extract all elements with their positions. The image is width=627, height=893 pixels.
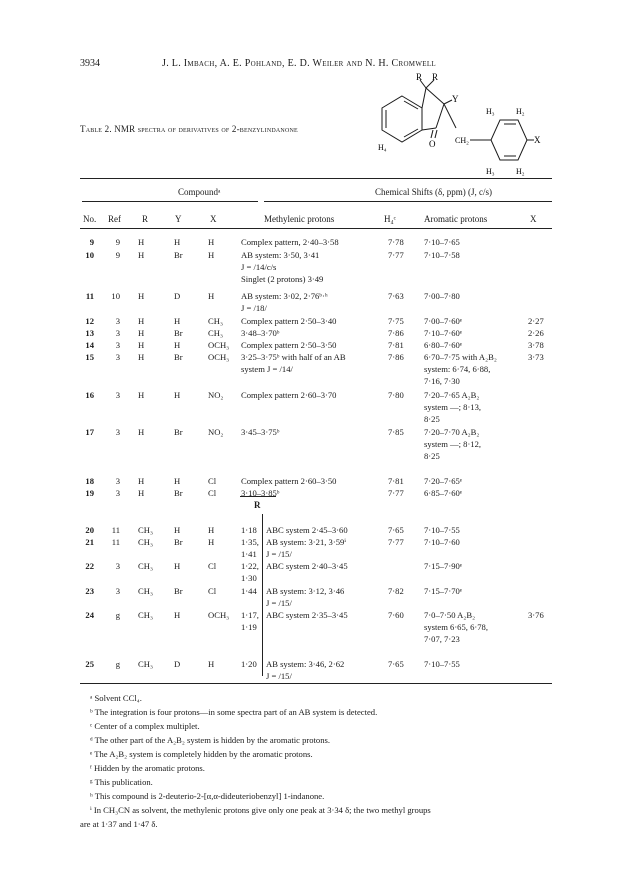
footnote: ʰ This compound is 2-deuterio-2-[α,α-dideuteriobenzyl] 1-indanone. xyxy=(90,791,325,801)
page-number: 3934 xyxy=(80,58,100,69)
cell-ref: 3 xyxy=(115,328,120,338)
cell-aromatic: 6·70–7·75 with A₂B₂ xyxy=(424,352,497,362)
structure-oxygen: O xyxy=(429,139,436,149)
cell-methylenic: 3·25–3·75ᵇ with half of an AB xyxy=(241,352,346,362)
cell-no: 16 xyxy=(85,390,94,400)
cell-aromatic: 8·25 xyxy=(424,451,440,461)
cell-aromatic: system —; 8·13, xyxy=(424,402,482,412)
cell-x: H xyxy=(208,291,215,301)
cell-ref: 11 xyxy=(111,537,120,547)
cell-h4: 7·78 xyxy=(388,237,404,247)
cell-methylenic: AB system: 3·21, 3·59ⁱ xyxy=(266,537,347,547)
cell-y: Br xyxy=(174,537,183,547)
cell-x-shift: 2·26 xyxy=(528,328,544,338)
cell-aromatic: 7·10–7·55 xyxy=(424,525,460,535)
col-header-x: X xyxy=(210,214,217,224)
footnote: ᵈ The other part of the A₂B₂ system is hidden by the aromatic protons. xyxy=(90,735,331,745)
cell-aromatic: 7·10–7·58 xyxy=(424,250,460,260)
cell-h4: 7·85 xyxy=(388,427,404,437)
cell-y: H xyxy=(174,237,181,247)
cell-x: H xyxy=(208,250,215,260)
cell-r: H xyxy=(138,390,145,400)
cell-x: Cl xyxy=(208,476,217,486)
cell-y: H xyxy=(174,316,181,326)
structure-h2-bottom: H₂ xyxy=(516,167,525,176)
cell-y: H xyxy=(174,610,181,620)
cell-methylenic: ABC system 2·40–3·45 xyxy=(266,561,348,571)
cell-x: CH₃ xyxy=(208,328,223,338)
cell-h4: 7·81 xyxy=(388,340,404,350)
cell-h4: 7·77 xyxy=(388,488,404,498)
cell-h4: 7·86 xyxy=(388,328,404,338)
cell-r-value: 1·22, xyxy=(241,561,259,571)
cell-y: D xyxy=(174,659,181,669)
cell-no: 13 xyxy=(85,328,94,338)
cell-r: CH₃ xyxy=(138,525,153,535)
cell-r: H xyxy=(138,250,145,260)
cell-r-value: 1·41 xyxy=(241,549,257,559)
compound-group-rule xyxy=(82,201,258,202)
cell-x: OCH₃ xyxy=(208,352,230,362)
cell-x: H xyxy=(208,237,215,247)
footnote: ⁱ In CH₃CN as solvent, the methylenic protons give only one peak at 3·34 δ; the two methyl groups xyxy=(90,805,431,815)
cell-aromatic: 7·10–7·60 xyxy=(424,537,460,547)
cell-h4: 7·81 xyxy=(388,476,404,486)
cell-no: 9 xyxy=(89,237,94,247)
cell-x: H xyxy=(208,659,215,669)
cell-x: NO₂ xyxy=(208,390,224,400)
cell-no: 11 xyxy=(85,291,94,301)
cell-aromatic: system —; 8·12, xyxy=(424,439,482,449)
cell-ref: 3 xyxy=(115,488,120,498)
footnote: ᵇ The integration is four protons—in some spectra part of an AB system is detected. xyxy=(90,707,378,717)
cell-ref: 3 xyxy=(115,561,120,571)
cell-x-shift: 2·27 xyxy=(528,316,544,326)
cell-no: 24 xyxy=(85,610,94,620)
table-bottom-rule xyxy=(80,683,552,684)
cell-no: 10 xyxy=(85,250,94,260)
cell-y: H xyxy=(174,476,181,486)
cell-r: H xyxy=(138,237,145,247)
cell-ref: 3 xyxy=(115,586,120,596)
structure-x: X xyxy=(534,135,541,145)
cell-methylenic: ABC system 2·35–3·45 xyxy=(266,610,348,620)
footnote: ᵉ The A₂B₂ system is completely hidden by the aromatic protons. xyxy=(90,749,313,759)
cell-methylenic: Complex pattern 2·50–3·50 xyxy=(241,340,337,350)
group-header-compound: Compoundᵃ xyxy=(178,187,221,197)
cell-no: 12 xyxy=(85,316,94,326)
cell-methylenic: J = /15/ xyxy=(266,598,292,608)
running-head-authors: J. L. Imbach, A. E. Pohland, E. D. Weiler and N. H. Cromwell xyxy=(162,58,436,69)
cell-r: H xyxy=(138,340,145,350)
structure-y: Y xyxy=(452,94,459,104)
cell-r: CH₃ xyxy=(138,537,153,547)
structure-h2-right: H₂ xyxy=(516,107,525,116)
r-column-divider xyxy=(262,514,263,676)
cell-y: D xyxy=(174,291,181,301)
cell-no: 18 xyxy=(85,476,94,486)
cell-r: H xyxy=(138,476,145,486)
cell-r-value: 1·44 xyxy=(241,586,257,596)
cell-methylenic: AB system: 3·50, 3·41 xyxy=(241,250,320,260)
cell-no: 22 xyxy=(85,561,94,571)
footnote: ᶜ Center of a complex multiplet. xyxy=(90,721,200,731)
cell-x: NO₂ xyxy=(208,427,224,437)
structure-h3-bottom: H₃ xyxy=(486,167,495,176)
cell-y: Br xyxy=(174,586,183,596)
group-header-chemical-shifts: Chemical Shifts (δ, ppm) (J, c/s) xyxy=(375,187,492,197)
cell-ref: 11 xyxy=(111,525,120,535)
cell-ref: 3 xyxy=(115,390,120,400)
cell-r-value: 1·18 xyxy=(241,525,257,535)
cell-aromatic: 7·07, 7·23 xyxy=(424,634,460,644)
cell-h4: 7·82 xyxy=(388,586,404,596)
structure-r1: R xyxy=(416,72,423,82)
cell-h4: 7·60 xyxy=(388,610,404,620)
cell-x: OCH₃ xyxy=(208,610,230,620)
cell-ref: g xyxy=(115,610,120,620)
cell-aromatic: 7·10–7·55 xyxy=(424,659,460,669)
cell-y: Br xyxy=(174,427,183,437)
cell-x: CH₃ xyxy=(208,316,223,326)
cell-aromatic: system: 6·74, 6·88, xyxy=(424,364,491,374)
cell-h4: 7·65 xyxy=(388,659,404,669)
cell-aromatic: 7·15–7·90ᵉ xyxy=(424,561,463,571)
cell-x-shift: 3·76 xyxy=(528,610,544,620)
cell-ref: 9 xyxy=(115,237,120,247)
table-top-rule xyxy=(80,178,552,179)
cell-x: Cl xyxy=(208,586,217,596)
cell-ref: 3 xyxy=(115,340,120,350)
cell-aromatic: 7·20–7·65ᵉ xyxy=(424,476,463,486)
cell-ref: 10 xyxy=(111,291,120,301)
cell-methylenic: Singlet (2 protons) 3·49 xyxy=(241,274,324,284)
structure-r2: R xyxy=(432,72,439,82)
cell-aromatic: system 6·65, 6·78, xyxy=(424,622,488,632)
cell-y: H xyxy=(174,390,181,400)
cell-methylenic: Complex pattern 2·50–3·40 xyxy=(241,316,337,326)
cell-r-value: 1·20 xyxy=(241,659,257,669)
cell-y: Br xyxy=(174,328,183,338)
footnote: are at 1·37 and 1·47 δ. xyxy=(80,819,158,829)
cell-x: Cl xyxy=(208,488,217,498)
cell-aromatic: 7·20–7·70 A₂B₂ xyxy=(424,427,480,437)
cell-r-value: 1·30 xyxy=(241,573,257,583)
cell-r: CH₃ xyxy=(138,561,153,571)
cell-methylenic: 3·45–3·75ᵇ xyxy=(241,427,280,437)
cell-methylenic: system J = /14/ xyxy=(241,364,293,374)
cell-aromatic: 6·80–7·60ᵉ xyxy=(424,340,463,350)
cell-h4: 7·77 xyxy=(388,537,404,547)
cell-no: 15 xyxy=(85,352,94,362)
col-header-y: Y xyxy=(175,214,182,224)
cell-no: 21 xyxy=(85,537,94,547)
col-header-r: R xyxy=(142,214,149,224)
cell-x: OCH₃ xyxy=(208,340,230,350)
col-header-x-shift: X xyxy=(530,214,537,224)
cell-no: 20 xyxy=(85,525,94,535)
cell-aromatic: 7·16, 7·30 xyxy=(424,376,460,386)
footnote: ᵍ This publication. xyxy=(90,777,153,787)
cell-ref: g xyxy=(115,659,120,669)
col-header-methylenic: Methylenic protons xyxy=(264,214,335,224)
col-header-no: No. xyxy=(83,214,97,224)
cell-x-shift: 3·73 xyxy=(528,352,544,362)
cell-x: H xyxy=(208,525,215,535)
cell-methylenic: J = /14/c/s xyxy=(241,262,277,272)
cell-r: H xyxy=(138,328,145,338)
cell-r: CH₃ xyxy=(138,659,153,669)
cell-r: H xyxy=(138,316,145,326)
cell-r-value: 1·35, xyxy=(241,537,259,547)
cell-x: Cl xyxy=(208,561,217,571)
cell-h4: 7·63 xyxy=(388,291,404,301)
cell-methylenic: J = /15/ xyxy=(266,671,292,681)
cell-y: Br xyxy=(174,352,183,362)
footnote: ᵃ Solvent CCl₄. xyxy=(90,693,142,703)
cell-no: 23 xyxy=(85,586,94,596)
structure-h3-left: H₃ xyxy=(486,107,495,116)
cell-y: Br xyxy=(174,488,183,498)
cell-x: H xyxy=(208,537,215,547)
cell-methylenic: AB system: 3·46, 2·62 xyxy=(266,659,345,669)
footnote: ᶠ Hidden by the aromatic protons. xyxy=(90,763,205,773)
cell-r: H xyxy=(138,488,145,498)
cell-aromatic: 7·00–7·60ᵉ xyxy=(424,316,463,326)
col-header-aromatic: Aromatic protons xyxy=(424,214,488,224)
cell-aromatic: 8·25 xyxy=(424,414,440,424)
cell-methylenic: J = /18/ xyxy=(241,303,267,313)
cell-h4: 7·75 xyxy=(388,316,404,326)
cell-h4: 7·65 xyxy=(388,525,404,535)
shifts-group-rule xyxy=(264,201,552,202)
cell-no: 25 xyxy=(85,659,94,669)
cell-aromatic: 7·10–7·65 xyxy=(424,237,460,247)
col-header-h4: H₄ᶜ xyxy=(384,214,396,224)
table-caption: Table 2. NMR spectra of derivatives of 2-benzylindanone xyxy=(80,124,298,134)
cell-no: 14 xyxy=(85,340,94,350)
cell-methylenic: J = /15/ xyxy=(266,549,292,559)
cell-r: CH₃ xyxy=(138,586,153,596)
cell-x-shift: 3·78 xyxy=(528,340,544,350)
cell-no: 17 xyxy=(85,427,94,437)
cell-methylenic: Complex pattern 2·60–3·50 xyxy=(241,476,337,486)
cell-methylenic: AB system: 3·02, 2·76ᵇ·ʰ xyxy=(241,291,328,301)
structure-ch2: CH₂ xyxy=(455,136,469,145)
col-header-ref: Ref xyxy=(108,214,121,224)
cell-methylenic: Complex pattern, 2·40–3·58 xyxy=(241,237,339,247)
structure-h4: H₄ xyxy=(378,143,387,152)
cell-aromatic: 7·0–7·50 A₂B₂ xyxy=(424,610,476,620)
cell-aromatic: 7·00–7·80 xyxy=(424,291,460,301)
cell-r: H xyxy=(138,291,145,301)
cell-y: H xyxy=(174,340,181,350)
cell-methylenic: 3·48–3·70ᵇ xyxy=(241,328,280,338)
cell-h4: 7·80 xyxy=(388,390,404,400)
cell-ref: 9 xyxy=(115,250,120,260)
cell-h4: 7·86 xyxy=(388,352,404,362)
cell-r-value: 1·19 xyxy=(241,622,257,632)
cell-r-value: 1·17, xyxy=(241,610,259,620)
cell-r: H xyxy=(138,427,145,437)
cell-methylenic: AB system: 3·12, 3·46 xyxy=(266,586,345,596)
cell-r: CH₃ xyxy=(138,610,153,620)
cell-ref: 3 xyxy=(115,352,120,362)
cell-ref: 3 xyxy=(115,316,120,326)
cell-ref: 3 xyxy=(115,427,120,437)
cell-ref: 3 xyxy=(115,476,120,486)
cell-methylenic: ABC system 2·45–3·60 xyxy=(266,525,348,535)
cell-no: 19 xyxy=(85,488,94,498)
cell-r: H xyxy=(138,352,145,362)
cell-aromatic: 7·10–7·60ᵉ xyxy=(424,328,463,338)
cell-y: H xyxy=(174,525,181,535)
header-bottom-rule xyxy=(80,228,552,229)
cell-methylenic: 3·10–3·85ᵇ xyxy=(241,488,280,498)
cell-aromatic: 7·20–7·65 A₂B₂ xyxy=(424,390,480,400)
cell-aromatic: 7·15–7·70ᵉ xyxy=(424,586,463,596)
cell-h4: 7·77 xyxy=(388,250,404,260)
indanone-structure xyxy=(370,70,550,182)
cell-methylenic: Complex pattern 2·60–3·70 xyxy=(241,390,337,400)
r-subheader: R xyxy=(254,500,261,510)
cell-y: H xyxy=(174,561,181,571)
cell-y: Br xyxy=(174,250,183,260)
cell-aromatic: 6·85–7·60ᵉ xyxy=(424,488,463,498)
